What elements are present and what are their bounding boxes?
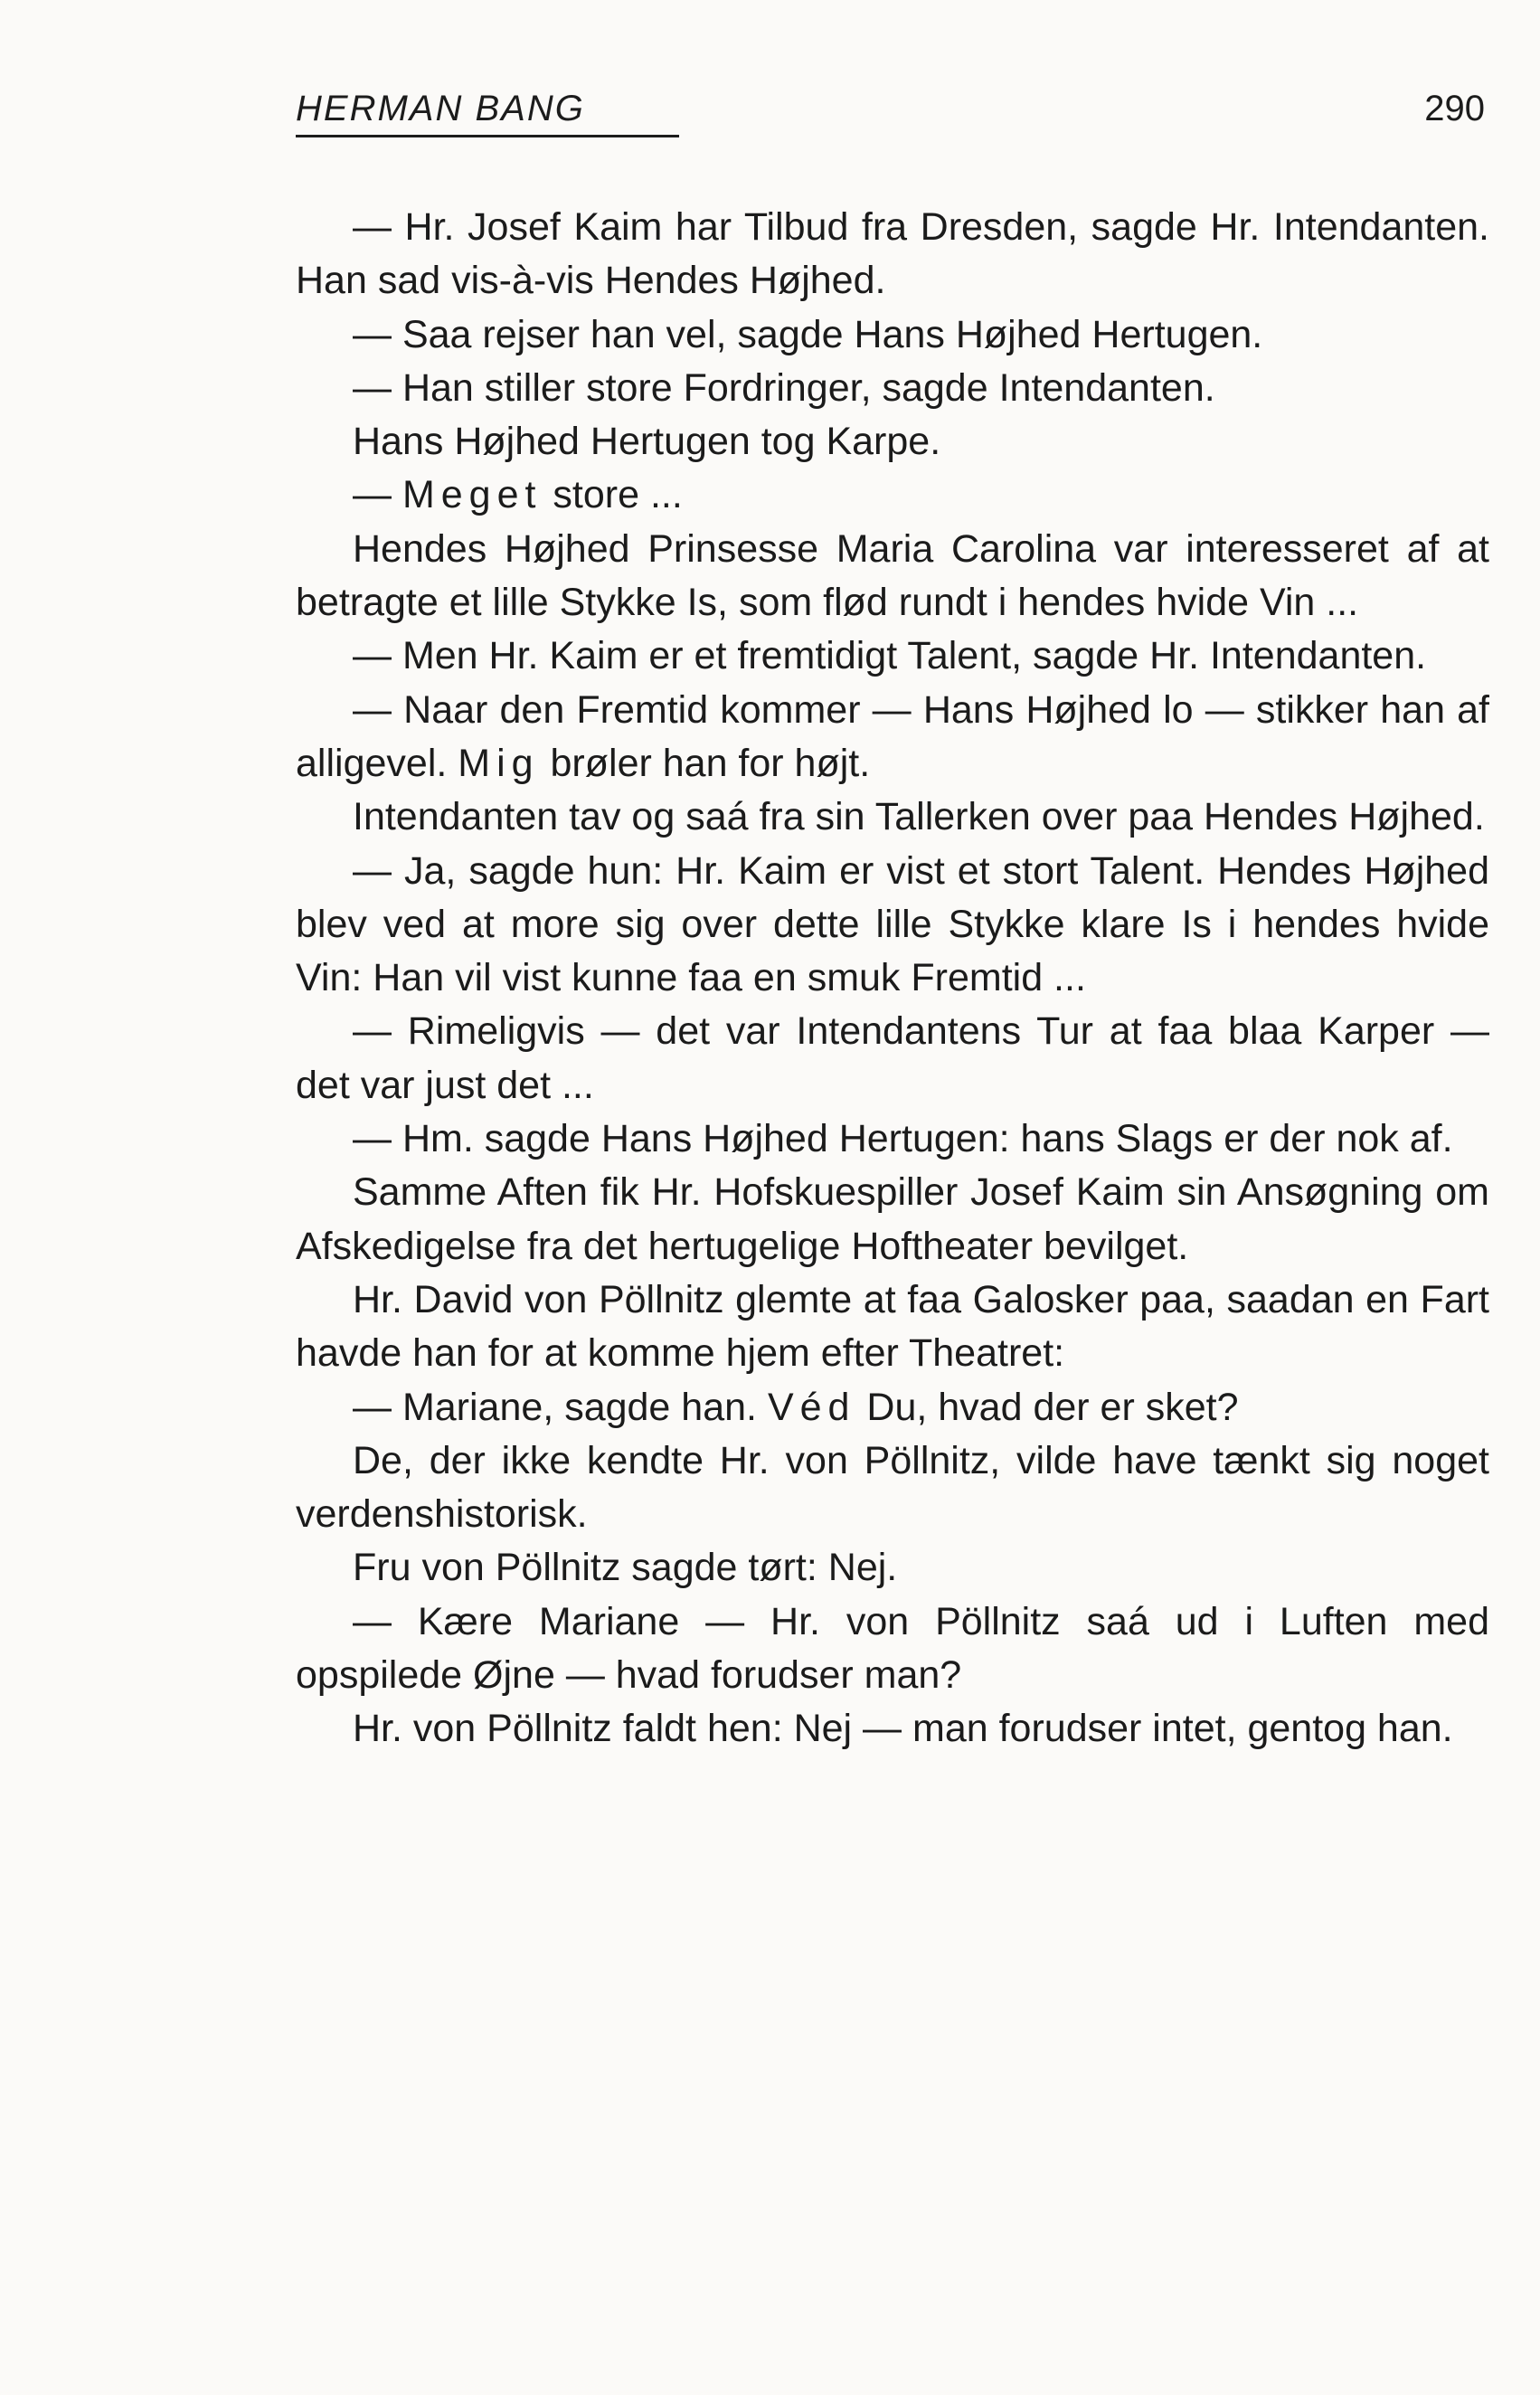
running-head xyxy=(296,89,1485,143)
paragraph: Fru von Pöllnitz sagde tørt: Nej. xyxy=(353,1546,898,1590)
paragraph: — Kære Mariane — Hr. von Pöllnitz saá ud i Luften med opspilede Øjne — hvad forudser man? xyxy=(296,1599,1489,1698)
paragraph: — Men Hr. Kaim er et fremtidigt Talent, sagde Hr. Intendanten. xyxy=(353,634,1427,678)
page-number: 290 xyxy=(1424,89,1485,128)
paragraph: Hr. David von Pöllnitz glemte at faa Galosker paa, saadan en Fart havde han for at komme hjem efter Theatret: xyxy=(296,1277,1489,1376)
paragraph: Samme Aften fik Hr. Hofskuespiller Josef Kaim sin Ansøgning om Afskedigelse fra det hertugelige Hoftheater bevilget. xyxy=(296,1170,1489,1268)
paragraph: — Naar den Fremtid kommer — Hans Højhed lo — stikker han af alligevel. Mig brøler han for højt. xyxy=(296,687,1489,785)
spaced-emphasis: Mig xyxy=(458,741,540,785)
paragraph: — Rimeligvis — det var Intendantens Tur at faa blaa Karper — det var just det ... xyxy=(296,1009,1489,1107)
paragraph: — Meget store ... xyxy=(353,473,683,517)
spaced-emphasis: Véd xyxy=(767,1385,856,1429)
paragraph: Hendes Højhed Prinsesse Maria Carolina var interesseret af at betragte et lille Stykke Is, som flød rundt i hendes hvide Vin ... xyxy=(296,526,1489,625)
body-text xyxy=(296,201,1489,1756)
paragraph: Hans Højhed Hertugen tog Karpe. xyxy=(353,420,941,464)
paragraph: Hr. von Pöllnitz faldt hen: Nej — man forudser intet, gentog han. xyxy=(353,1707,1453,1751)
spaced-emphasis: Meget xyxy=(402,473,543,517)
paragraph: De, der ikke kendte Hr. von Pöllnitz, vilde have tænkt sig noget verdenshistorisk. xyxy=(296,1438,1489,1537)
paragraph: — Saa rejser han vel, sagde Hans Højhed Hertugen. xyxy=(353,312,1263,356)
paragraph: — Hr. Josef Kaim har Tilbud fra Dresden, sagde Hr. Intendanten. Han sad vis-à-vis Hendes Højhed. xyxy=(296,205,1489,303)
running-head-author: HERMAN BANG xyxy=(296,89,679,137)
paragraph: — Mariane, sagde han. Véd Du, hvad der er sket? xyxy=(353,1385,1239,1429)
paragraph: Intendanten tav og saá fra sin Tallerken over paa Hendes Højhed. xyxy=(353,795,1485,839)
paragraph: — Hm. sagde Hans Højhed Hertugen: hans Slags er der nok af. xyxy=(353,1117,1453,1161)
paragraph: — Han stiller store Fordringer, sagde Intendanten. xyxy=(353,365,1215,410)
paragraph: — Ja, sagde hun: Hr. Kaim er vist et stort Talent. Hendes Højhed blev ved at more sig over dette lille Stykke klare Is i hendes hvide Vin: Han vil vist kunne faa en smuk Fremtid ... xyxy=(296,848,1489,1000)
